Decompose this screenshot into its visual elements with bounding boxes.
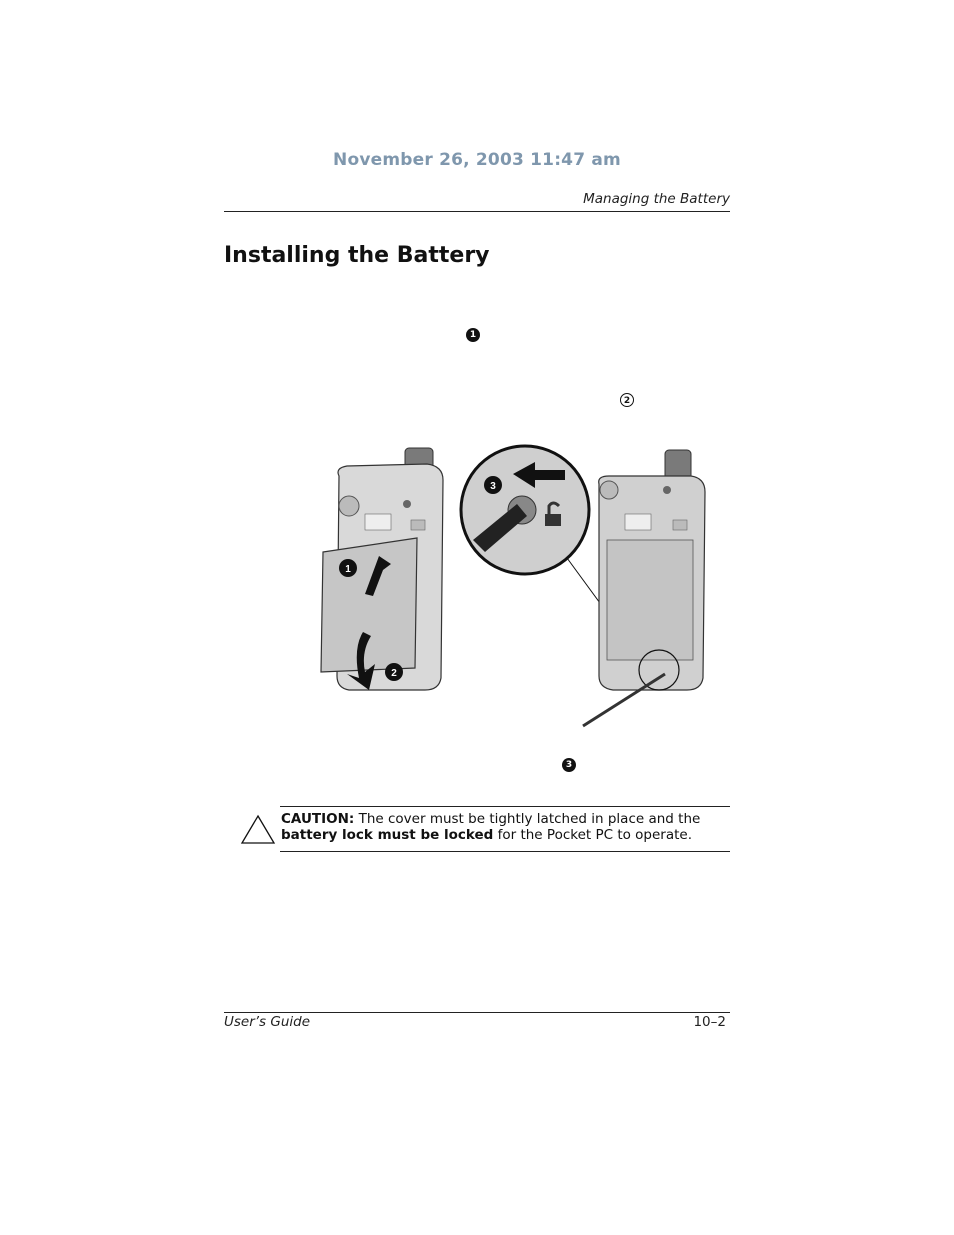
- zoom-detail-circle: [461, 446, 589, 574]
- right-device-illustration: [583, 450, 705, 726]
- step-marker-2: 2: [620, 393, 634, 407]
- caution-text: [281, 811, 721, 843]
- caution-rule-bottom: [280, 851, 730, 852]
- figure-callout-2: 2: [391, 668, 397, 679]
- footer-page-number: 10–2: [693, 1014, 726, 1030]
- battery-installation-figure: [287, 428, 729, 738]
- print-timestamp: November 26, 2003 11:47 am: [333, 150, 621, 170]
- footer-guide-title: User’s Guide: [224, 1014, 311, 1030]
- step-marker-3: 3: [562, 758, 576, 772]
- caution-bold-phrase: battery lock must be locked: [281, 827, 494, 843]
- figure-callout-1: 1: [345, 564, 351, 575]
- caution-triangle-icon: [240, 813, 276, 845]
- caution-text-part1: The cover must be tightly latched in place and the: [354, 811, 701, 827]
- caution-note: [240, 806, 730, 852]
- caution-label: CAUTION:: [281, 811, 355, 827]
- running-head: Managing the Battery: [583, 191, 730, 207]
- caution-rule-top: [280, 806, 730, 807]
- caution-text-part2: for the Pocket PC to operate.: [493, 827, 693, 843]
- footer-rule: [224, 1012, 730, 1013]
- section-title: Installing the Battery: [224, 243, 490, 268]
- step-marker-1: 1: [466, 328, 480, 342]
- header-rule: [224, 211, 730, 212]
- figure-callout-3: 3: [490, 481, 496, 492]
